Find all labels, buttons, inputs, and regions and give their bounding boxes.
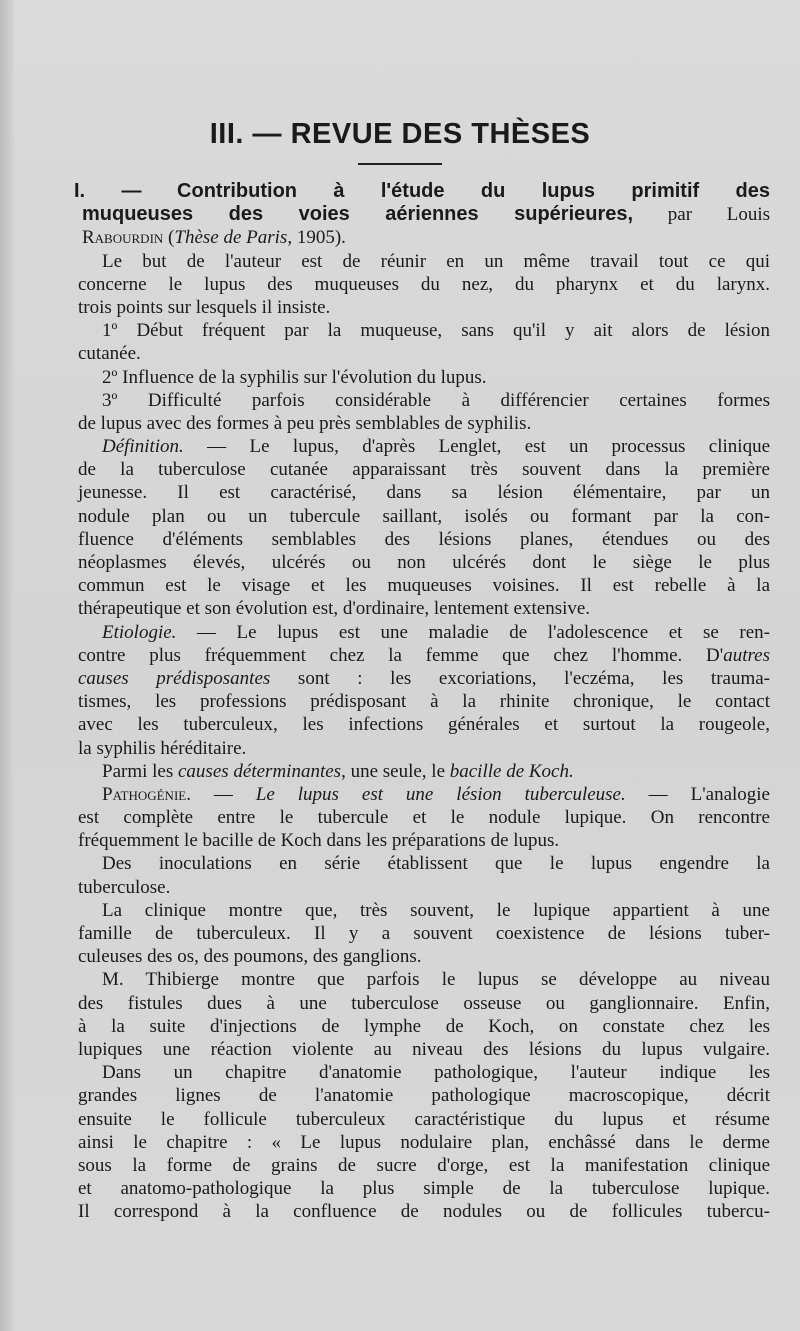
pathogenie-first-line [78,783,770,806]
text-line: fluence d'éléments semblables des lésions planes, étendues ou des [78,528,770,550]
text-line: Des inoculations en série établissent que le lupus engendre la [102,853,770,875]
text-line: la syphilis héréditaire. [78,737,247,759]
text-line: à la suite d'injections de lymphe de Koch, on constate chez les [78,1015,770,1037]
text-line: nodule plan ou un tubercule saillant, isolés ou formant par la con- [78,505,770,527]
text-line: Le but de l'auteur est de réunir en un même travail tout ce qui [102,250,770,272]
text-line: des fistules dues à une tuberculose osseuse ou ganglionnaire. Enfin, [78,992,770,1014]
causes-determinantes: causes déterminantes [178,760,342,782]
text-line: commun est le visage et les muqueuses voisines. Il est rebelle à la [78,575,770,597]
section-heading: III. — REVUE DES THÈSES [209,118,591,150]
definition-label: Définition. [102,436,184,458]
text-line: est complète entre le tubercule et le nodule lupique. On rencontre [78,807,770,829]
text-line: sous la forme de grains de sucre d'orge, est la manifestation clinique [78,1154,770,1176]
pathogenie-label: Pathogénie. [102,783,191,805]
article-number: I. — [74,180,142,202]
text-line: néoplasmes élevés, ulcérés ou non ulcérés dont le siège le plus [78,552,770,573]
etiologie-text-3: sont : les excoriations, l'eczéma, les trauma- [270,667,770,689]
pathogenie-dash: — [190,783,256,805]
definition-first-line [78,435,770,458]
causes-predisposantes: causes prédisposantes [78,667,271,689]
etiologie-text: — Le lupus est une maladie de l'adolescence et se ren- [176,621,770,643]
text-line: Il correspond à la confluence de nodules ou de follicules tubercu- [78,1201,770,1223]
text-line: ensuite le follicule tuberculeux caractéristique du lupus et résume [78,1108,770,1130]
bacille-de-koch: bacille de Koch. [449,760,574,782]
etiologie-line-2 [78,644,770,667]
text-line: concerne le lupus des muqueuses du nez, du pharynx et du larynx. [78,273,770,295]
etiologie-text-2: contre plus fréquemment chez la femme que chez l'homme. D' [78,644,724,666]
causes-text-1: Parmi les [102,760,178,782]
text-line: thérapeutique et son évolution est, d'ordinaire, lentement extensive. [78,598,591,620]
etiologie-italic-autres: autres [723,644,770,666]
article-body [74,180,771,1223]
text-line: famille de tuberculeux. Il y a souvent coexistence de lésions tuber- [78,923,770,944]
text-line: M. Thibierge montre que parfois le lupus se développe au niveau [102,969,770,991]
text-line: jeunesse. Il est caractérisé, dans sa lésion élémentaire, par un [78,482,770,504]
text-line: tuberculose. [78,876,171,898]
etiologie-line-3 [78,667,770,690]
article-title-part-1: Contribution à l'étude du lupus primitif des [177,180,770,202]
causes-text-2: , une seule, le [341,760,450,782]
text-line: avec les tuberculeux, les infections générales et surtout la rougeole, [78,714,770,736]
text-line: cutanée. [78,343,141,365]
etiologie-first-line [78,621,770,644]
text-line: et anatomo-pathologique la plus simple de la tuberculose lupique. [78,1178,770,1200]
text-line: ainsi le chapitre : « Le lupus nodulaire plan, enchâssé dans le derme [78,1131,770,1153]
source-close: , 1905). [287,227,346,249]
text-line: La clinique montre que, très souvent, le lupique appartient à une [102,899,770,921]
thesis-source: Thèse de Paris [174,227,288,249]
source-open: ( [168,227,175,249]
page-gutter-shadow [0,0,14,1331]
etiologie-label: Etiologie. [102,621,177,643]
text-line: tismes, les professions prédisposant à la rhinite chronique, le contact [78,691,770,713]
text-line: lupiques une réaction violente au niveau des lésions du lupus vulgaire. [78,1038,770,1060]
text-line: fréquemment le bacille de Koch dans les préparations de lupus. [78,830,560,852]
article-title-part-2: muqueuses des voies aériennes supérieures, [82,203,634,226]
text-line: culeuses des os, des poumons, des ganglions. [78,946,422,968]
text-line: Dans un chapitre d'anatomie pathologique, l'auteur indique les [102,1062,770,1084]
author-prefix: par Louis [667,204,771,226]
text-line: de lupus avec des formes à peu près semblables de syphilis. [78,412,532,434]
definition-text: — Le lupus, d'après Lenglet, est un processus clinique [183,436,770,458]
text-line: trois points sur lesquels il insiste. [78,296,331,318]
pathogenie-tail: — L'analogie [625,783,770,805]
article-title-line-1 [74,180,770,203]
text-line: de la tuberculose cutanée apparaissant très souvent dans la première [78,459,770,481]
text-line: 2º Influence de la syphilis sur l'évolution du lupus. [102,366,487,388]
text-line: 1º Début fréquent par la muqueuse, sans qu'il y ait alors de lésion [102,320,770,342]
text-line: 3º Difficulté parfois considérable à différencier certaines formes [102,389,770,411]
pathogenie-italic: Le lupus est une lésion tuberculeuse. [255,783,626,805]
author-surname: Rabourdin [82,227,164,249]
causes-determinantes-line [78,760,770,783]
article-title-line-2 [82,203,770,226]
heading-rule [358,163,442,165]
article-source-line [82,226,770,249]
text-line: grandes lignes de l'anatomie pathologique macroscopique, décrit [78,1085,770,1107]
